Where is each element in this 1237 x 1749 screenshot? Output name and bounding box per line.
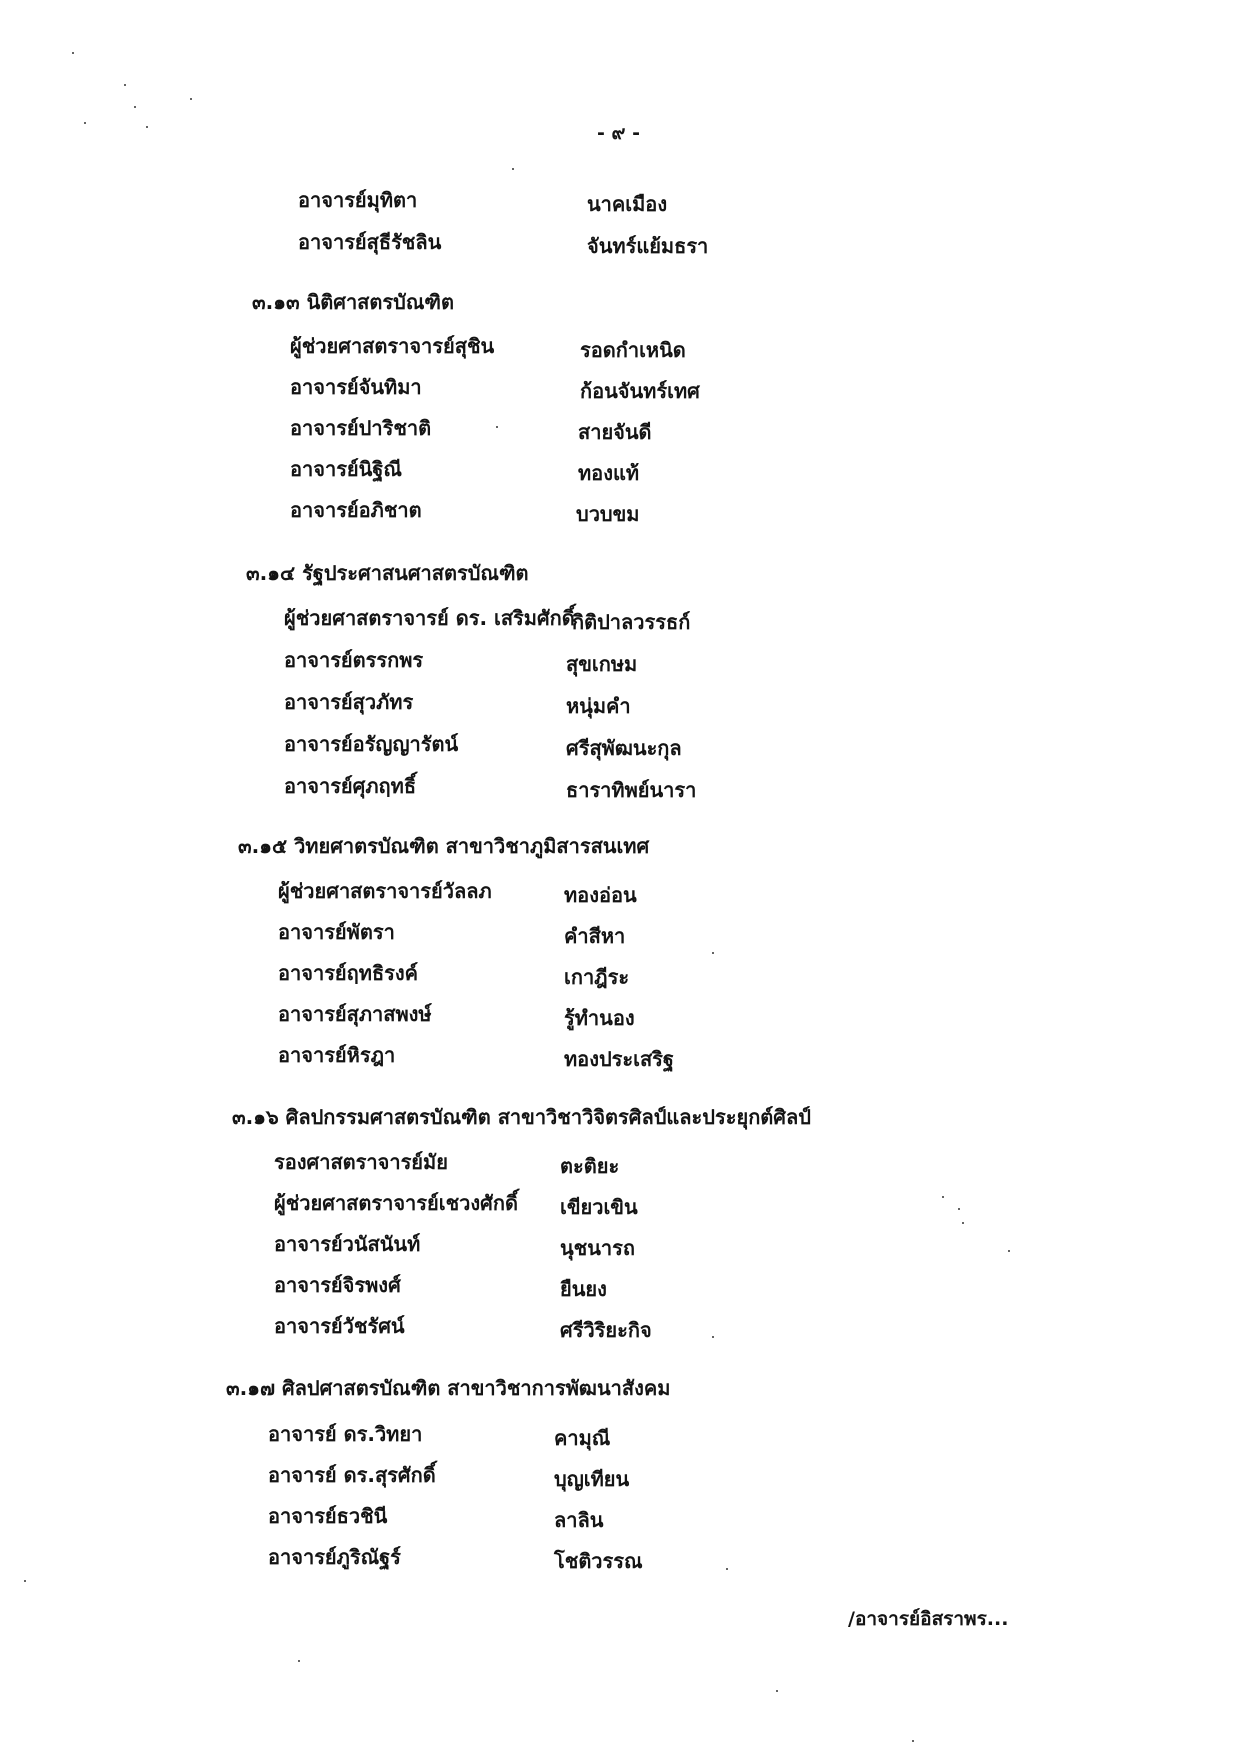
name-surname: บวบขม <box>576 502 640 526</box>
name-surname: ยืนยง <box>560 1277 607 1301</box>
scan-speck <box>190 98 192 100</box>
name-surname: สายจันดี <box>578 420 652 444</box>
name-surname: ทองแท้ <box>578 461 640 485</box>
section-heading: ๓.๑๕ วิทยศาตรบัณฑิต สาขาวิชาภูมิสารสนเทศ <box>238 834 650 858</box>
name-title: อาจารย์ ดร.สุรศักดิ์ <box>268 1463 436 1487</box>
name-surname: บุญเทียน <box>554 1467 630 1491</box>
section-heading: ๓.๑๓ นิติศาสตรบัณฑิต <box>252 290 454 314</box>
scan-speck <box>84 122 86 124</box>
name-surname: เกาฎีระ <box>564 965 630 989</box>
name-surname: ลาลิน <box>554 1508 604 1532</box>
scan-speck <box>72 52 74 54</box>
name-title: อาจารย์จิรพงศ์ <box>274 1273 401 1297</box>
name-title: ผู้ช่วยศาสตราจารย์ ดร. เสริมศักดิ์ <box>284 606 575 630</box>
name-title: อาจารย์นิฐิณี <box>290 457 402 481</box>
name-surname: ตะติยะ <box>560 1154 620 1178</box>
scan-speck <box>776 1690 778 1692</box>
name-surname: ศรีวิริยะกิจ <box>560 1318 652 1342</box>
name-surname: รู้ทำนอง <box>564 1006 635 1030</box>
name-surname: เขียวเขิน <box>560 1195 638 1219</box>
scan-speck <box>24 1580 26 1582</box>
name-surname: ก้อนจันทร์เทศ <box>580 379 700 403</box>
name-title: อาจารย์มุทิตา <box>298 188 418 212</box>
scan-speck <box>146 126 148 128</box>
name-title: อาจารย์วนัสนันท์ <box>274 1232 421 1256</box>
scan-speck <box>496 426 498 428</box>
name-surname: กิติปาลวรรธก์ <box>572 610 691 634</box>
scan-speck <box>962 1222 964 1224</box>
page-number: - ๙ - <box>597 122 640 144</box>
name-title: อาจารย์สุธีรัชลิน <box>298 230 442 254</box>
name-title: อาจารย์อรัญญารัตน์ <box>284 732 459 756</box>
name-title: อาจารย์ปาริชาติ <box>290 416 432 440</box>
name-title: อาจารย์สุภาสพงษ์ <box>278 1002 432 1026</box>
scan-speck <box>912 1740 914 1742</box>
name-title: ผู้ช่วยศาสตราจารย์เชวงศักดิ์ <box>274 1191 518 1215</box>
scan-speck <box>512 168 514 170</box>
name-surname: นุชนารถ <box>560 1236 635 1260</box>
name-surname: ทองประเสริฐ <box>564 1047 674 1071</box>
name-surname: คามุณี <box>554 1426 611 1450</box>
scan-speck <box>712 952 714 954</box>
name-surname: จันทร์แย้มธรา <box>587 234 709 258</box>
name-surname: ธาราทิพย์นารา <box>566 778 697 802</box>
name-surname: สุขเกษม <box>566 652 638 676</box>
name-title: อาจารย์จันทิมา <box>290 375 422 399</box>
scan-speck <box>134 106 136 108</box>
name-surname: รอดกำเหนิด <box>580 338 686 362</box>
name-title: อาจารย์ ดร.วิทยา <box>268 1422 423 1446</box>
section-heading: ๓.๑๔ รัฐประศาสนศาสตรบัณฑิต <box>246 561 529 585</box>
name-title: อาจารย์หิรฎา <box>278 1043 396 1067</box>
name-surname: คำสีหา <box>564 924 626 948</box>
name-title: ผู้ช่วยศาสตราจารย์วัลลภ <box>278 879 492 903</box>
continuation-note: /อาจารย์อิสราพร... <box>848 1608 1009 1630</box>
scan-speck <box>726 1568 728 1570</box>
name-surname: โชติวรรณ <box>554 1549 643 1573</box>
name-title: อาจารย์ธวชินี <box>268 1504 388 1528</box>
name-title: ผู้ช่วยศาสตราจารย์สุชิน <box>290 334 495 358</box>
name-title: อาจารย์ตรรกพร <box>284 648 424 672</box>
scan-speck <box>1008 1250 1010 1252</box>
scan-speck <box>958 1208 960 1210</box>
name-title: อาจารย์สุวภัทร <box>284 690 414 714</box>
scan-speck <box>298 1660 300 1662</box>
scan-speck <box>124 84 126 86</box>
name-title: อาจารย์พัตรา <box>278 920 395 944</box>
name-surname: หนุ่มคำ <box>566 694 631 718</box>
name-title: อาจารย์อภิชาต <box>290 498 422 522</box>
scan-speck <box>942 1196 944 1198</box>
section-heading: ๓.๑๗ ศิลปศาสตรบัณฑิต สาขาวิชาการพัฒนาสังคม <box>226 1376 671 1400</box>
name-surname: ศรีสุพัฒนะกุล <box>566 736 682 760</box>
section-heading: ๓.๑๖ ศิลปกรรมศาสตรบัณฑิต สาขาวิชาวิจิตรศิลป์และประยุกต์ศิลป์ <box>232 1105 811 1129</box>
name-title: อาจารย์วัชรัศน์ <box>274 1314 405 1338</box>
name-title: รองศาสตราจารย์มัย <box>274 1150 448 1174</box>
scan-speck <box>712 1336 714 1338</box>
name-title: อาจารย์ภูริณัฐร์ <box>268 1545 401 1569</box>
name-title: อาจารย์ฤทธิรงค์ <box>278 961 419 985</box>
name-surname: นาคเมือง <box>587 192 668 216</box>
name-surname: ทองอ่อน <box>564 883 637 907</box>
name-title: อาจารย์ศุภฤทธิ์ <box>284 774 417 798</box>
